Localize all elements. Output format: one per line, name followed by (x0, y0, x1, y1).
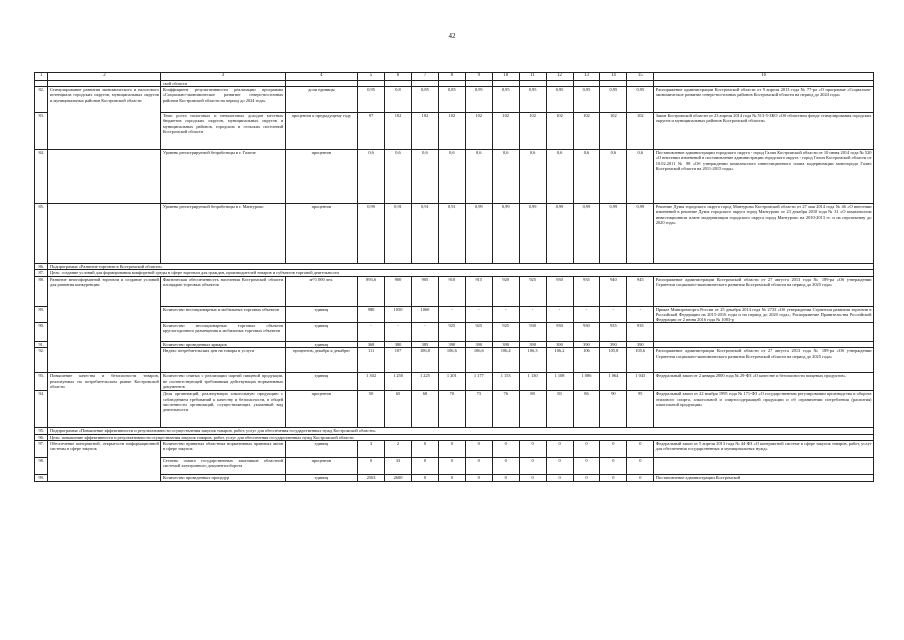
row-number: 85. (35, 204, 48, 264)
value-cell: 915 (465, 276, 492, 306)
row-number: 92. (35, 348, 48, 373)
indicator-cell: Фактическая обеспеченность населения Костромской области площадью торговых объектов (161, 276, 285, 306)
row-number: 93. (35, 373, 48, 391)
value-cell: 0 (600, 457, 627, 474)
value-cell: 0,8 (385, 87, 412, 113)
value-cell: 925 (438, 323, 465, 342)
row-number: 95. (35, 428, 48, 434)
unit-cell: единиц (285, 440, 358, 457)
unit-cell: м²/1 000 чел. (285, 276, 358, 306)
value-cell: 106,4 (492, 348, 519, 373)
value-cell: 930 (519, 323, 546, 342)
indicator-cell: Коэффициент результативности реализации программы «Социально-экономическое развитие северо-восточных районов Костромской области на период до 2024 года» (161, 87, 285, 113)
value-cell: 70 (438, 391, 465, 428)
value-cell: 90 (600, 391, 627, 428)
value-cell: 73 (465, 391, 492, 428)
value-cell: 0,6 (438, 150, 465, 204)
value-cell: 893,6 (358, 276, 385, 306)
value-cell: 390 (573, 342, 600, 348)
task-cell: Повышение качества и безопасности товаров, реализуемых на потребительском рынке Костромской области (48, 373, 161, 428)
row-number: 94. (35, 391, 48, 428)
value-cell: 102 (546, 113, 573, 150)
indicator-cell: Количество нестационарных торговых объектов круглогодичного размещения и мобильных торговых объектов (161, 323, 285, 342)
value-cell: 0,99 (546, 204, 573, 264)
carry-text: ской области (161, 81, 285, 87)
col-header: 13 (573, 73, 600, 81)
row-number: 84. (35, 150, 48, 204)
value-cell: 0 (411, 474, 438, 481)
row-number: 98. (35, 457, 48, 474)
value-cell: 1 225 (411, 373, 438, 391)
col-header: 16 (654, 73, 874, 81)
value-cell: 0,91 (438, 204, 465, 264)
value-cell: 1 130 (519, 373, 546, 391)
header-row (35, 73, 874, 81)
value-cell: 0,6 (519, 150, 546, 204)
value-cell: 385 (411, 342, 438, 348)
value-cell: 106,8 (411, 348, 438, 373)
value-cell: 0,99 (519, 204, 546, 264)
value-cell: 1050 (385, 306, 412, 323)
value-cell: 0,91 (411, 204, 438, 264)
value-cell: 102 (465, 113, 492, 150)
table-row (35, 348, 874, 373)
basis-cell: Распоряжение администрации Костромской области от 27 августа 2013 года № 189-ра «Об утверждении Стратегии социально-экономического развития Костромской области на период до 2025 года» (654, 276, 874, 306)
basis-cell: Распоряжение администрации Костромской области от 27 августа 2013 года № 189-ра «Об утверждении Стратегии социально-экономического развития Костромской области на период до 2025 года» (654, 348, 874, 373)
value-cell: 0,95 (627, 87, 654, 113)
unit-cell: единиц (285, 373, 358, 391)
value-cell: 390 (627, 342, 654, 348)
col-header: 4 (285, 73, 358, 81)
value-cell: 106,3 (519, 348, 546, 373)
col-header: 6 (385, 73, 412, 81)
unit-cell: единиц (285, 474, 358, 481)
value-cell: 106 (573, 348, 600, 373)
value-cell: 368 (358, 342, 385, 348)
value-cell: 930 (573, 323, 600, 342)
value-cell: 0,95 (546, 87, 573, 113)
section-title: Цель: создание условий для формирования комфортной среды в сфере торговли для граждан, производителей товаров и субъектов торговой деятельности (48, 270, 874, 276)
basis-cell: Закон Костромской области от 23 апреля 2014 года № 513-5-ЗКО «Об областном фонде стимулирования городских округов и муниципальных районов Костромской области» (654, 113, 874, 150)
col-header: 1 (35, 73, 48, 81)
value-cell: 910 (438, 276, 465, 306)
value-cell: 105,6 (627, 348, 654, 373)
value-cell: 0,99 (627, 204, 654, 264)
value-cell: 102 (492, 113, 519, 150)
value-cell: 390 (546, 342, 573, 348)
value-cell: 0 (411, 457, 438, 474)
value-cell: 0 (546, 440, 573, 457)
value-cell: 0 (546, 457, 573, 474)
value-cell: 0,95 (519, 87, 546, 113)
col-header: 14 (600, 73, 627, 81)
page-number: 42 (448, 32, 456, 40)
value-cell: 95 (627, 391, 654, 428)
value-cell: 0,6 (573, 150, 600, 204)
value-cell: 0,95 (358, 87, 385, 113)
value-cell: - (385, 323, 412, 342)
indicator-cell: Уровень регистрируемой безработицы в г. Галиче (161, 150, 285, 204)
value-cell: 0,6 (627, 150, 654, 204)
value-cell: 1 250 (385, 373, 412, 391)
value-cell: 925 (519, 276, 546, 306)
value-cell: 106,6 (438, 348, 465, 373)
value-cell: 390 (465, 342, 492, 348)
value-cell: 0 (465, 457, 492, 474)
unit-cell: доли единицы (285, 87, 358, 113)
value-cell: 0 (627, 440, 654, 457)
value-cell: 0,91 (385, 204, 412, 264)
task-cell: Обеспечение контрактной, открытости информационной системы в сфере закупок (48, 440, 161, 481)
value-cell: - (465, 306, 492, 323)
value-cell: 102 (573, 113, 600, 150)
value-cell: - (438, 306, 465, 323)
value-cell: 0 (411, 440, 438, 457)
value-cell: 0,6 (546, 150, 573, 204)
value-cell: 1060 (411, 306, 438, 323)
value-cell: - (627, 306, 654, 323)
value-cell: 1 201 (438, 373, 465, 391)
indicator-cell: Количество принятых областных нормативных правовых актов в сфере закупок (161, 440, 285, 457)
indicator-cell: Темп роста налоговых и неналоговых доходов местных бюджетов городских округов, муниципальных округов и муниципальных районов, городских и сельских поселений Костромской области (161, 113, 285, 150)
value-cell: 102 (519, 113, 546, 150)
value-cell: 105,8 (600, 348, 627, 373)
indicator-cell: Количество нестационарных и мобильных торговых объектов (161, 306, 285, 323)
value-cell: 2563 (358, 474, 385, 481)
value-cell: 925 (465, 323, 492, 342)
value-cell: 102 (627, 113, 654, 150)
value-cell: 930 (546, 323, 573, 342)
task-cell: Развитие многоформатной торговли и создание условий для развития конкуренции (48, 276, 161, 373)
value-cell: 2 (385, 440, 412, 457)
row-number: 96. (35, 434, 48, 440)
table-row (35, 373, 874, 391)
unit-cell: единиц (285, 342, 358, 348)
value-cell: 0 (438, 457, 465, 474)
value-cell: 0,99 (600, 204, 627, 264)
row-number: 86. (35, 264, 48, 270)
value-cell: 925 (492, 323, 519, 342)
value-cell: 111 (358, 348, 385, 373)
value-cell: 0 (492, 457, 519, 474)
value-cell: 83 (546, 391, 573, 428)
value-cell: 65 (385, 391, 412, 428)
value-cell: 0 (492, 474, 519, 481)
value-cell: 0 (519, 457, 546, 474)
value-cell: 1 108 (546, 373, 573, 391)
row-number: 83. (35, 113, 48, 150)
basis-cell: Распоряжение администрации Костромской области от 9 апреля 2013 года № 77-ра «О программе «Социально-экономическое развитие северо-восточных районов Костромской области на период до 2024 года» (654, 87, 874, 113)
value-cell: 0 (546, 474, 573, 481)
value-cell: 0 (573, 457, 600, 474)
indicator-cell: Степень охвата государственных заказчиков областной системой электронного документооборота (161, 457, 285, 474)
value-cell: 2600 (385, 474, 412, 481)
unit-cell: процентов, декабрь к декабрю (285, 348, 358, 373)
value-cell: 107 (385, 348, 412, 373)
value-cell: 940 (600, 276, 627, 306)
value-cell: 0,95 (573, 87, 600, 113)
value-cell: 0 (627, 457, 654, 474)
basis-cell (654, 457, 874, 474)
value-cell: 97 (358, 113, 385, 150)
value-cell: 80 (519, 391, 546, 428)
col-header: 5 (358, 73, 385, 81)
value-cell: 0 (438, 440, 465, 457)
value-cell: 102 (600, 113, 627, 150)
basis-cell: Постановление администрации Костромской (654, 474, 874, 481)
row-number: 91. (35, 342, 48, 348)
unit-cell: единиц (285, 306, 358, 323)
value-cell: 102 (411, 113, 438, 150)
value-cell: - (411, 323, 438, 342)
value-cell: 0,99 (465, 204, 492, 264)
value-cell: - (573, 306, 600, 323)
basis-cell: Решение Думы городского округа город Мантурово Костромской области от 27 мая 2014 года № 46 «О внесении изменений в решение Думы городского округа город Мантурово от 23 декабря 2010 года № 31 «О комплексном инвестиционном плане модернизации городского округа город Мантурово на 2010-2013 гг. и на перспективу до 2020 года» (654, 204, 874, 264)
unit-cell: единиц (285, 323, 358, 342)
table-row (35, 87, 874, 113)
value-cell: 1 064 (600, 373, 627, 391)
col-header: 12 (546, 73, 573, 81)
value-cell: 0,6 (600, 150, 627, 204)
table-row (35, 457, 874, 474)
basis-cell: Постановление администрации городского округа - город Галич Костромской области от 10 июня 2014 года № 520 «О внесении изменений в постановление администрации городского округа - город Галич Костромской области от 10.02.2011 № 98 «Об утверждении комплексного инвестиционного плана модернизации моногорода Галич Костромской области на 2011-2015 годы» (654, 150, 874, 204)
value-cell: 1 043 (627, 373, 654, 391)
indicator-cell: Индекс потребительских цен на товары и услуги (161, 348, 285, 373)
row-number: 88. (35, 276, 48, 306)
value-cell: 0,6 (465, 150, 492, 204)
value-cell: 106,6 (465, 348, 492, 373)
table-row (35, 276, 874, 306)
value-cell: 0,95 (492, 87, 519, 113)
col-header: 8 (438, 73, 465, 81)
value-cell: 980 (358, 306, 385, 323)
value-cell: 0 (438, 474, 465, 481)
col-header: 15 (627, 73, 654, 81)
value-cell: 0,85 (438, 87, 465, 113)
value-cell: 390 (519, 342, 546, 348)
indicator-cell: Доля организаций, реализующих алкогольную продукцию с соблюдением требований к качеству и безопасности, в общей численности организаций, осуществляющих указанный вид деятельности (161, 391, 285, 428)
indicator-cell: Количество проведенных процедур (161, 474, 285, 481)
value-cell: 905 (411, 276, 438, 306)
section-title: Подпрограмма «Повышение эффективности и результативности осуществления закупок товаров, работ, услуг для обеспечения государственных нужд Костромской области» (48, 428, 874, 434)
section-title: Подпрограмма «Развитие торговли в Костромской области» (48, 264, 874, 270)
row-number: 97. (35, 440, 48, 457)
value-cell: 0,99 (573, 204, 600, 264)
value-cell: 76 (492, 391, 519, 428)
value-cell: 106,2 (546, 348, 573, 373)
value-cell: - (492, 306, 519, 323)
task-cell (48, 150, 161, 204)
value-cell: 50 (358, 391, 385, 428)
basis-cell: Приказ Минпромторга России от 25 декабря 2014 года № 2733 «Об утверждении Стратегии развития торговли в Российской Федерации на 2015-2016 годы и на период до 2020 года»; Распоряжение Правительства Российской Федерации от 2 июня 2016 года № 1083-р (655, 306, 872, 323)
value-cell: 390 (492, 342, 519, 348)
task-cell (48, 204, 161, 264)
value-cell: 930 (546, 276, 573, 306)
row-number: 82. (35, 87, 48, 113)
value-cell: 0 (492, 440, 519, 457)
value-cell: - (358, 323, 385, 342)
basis-cell (654, 323, 874, 342)
value-cell: 935 (600, 323, 627, 342)
value-cell: 102 (438, 113, 465, 150)
value-cell: - (600, 306, 627, 323)
value-cell: 0 (358, 457, 385, 474)
table-row (35, 150, 874, 204)
value-cell: 102 (385, 113, 412, 150)
value-cell: 0,99 (492, 204, 519, 264)
unit-cell: процентов (285, 391, 358, 428)
row-number: 99. (35, 474, 48, 481)
table-row (35, 440, 874, 457)
task-cell: Стимулирование развития экономического и налогового потенциала городских округов, муниципальных округов и муниципальных районов Костромской области (48, 87, 161, 150)
value-cell: 0 (519, 474, 546, 481)
value-cell: 0,85 (411, 87, 438, 113)
value-cell: 390 (438, 342, 465, 348)
value-cell: 380 (385, 342, 412, 348)
value-cell: 0 (573, 440, 600, 457)
value-cell: 0 (573, 474, 600, 481)
section-title: Цель: повышение эффективности и результативности осуществления закупок товаров, работ, услуг для обеспечения государственных нужд Костромской области (48, 434, 874, 440)
value-cell: 945 (627, 276, 654, 306)
value-cell: - (519, 306, 546, 323)
value-cell: 68 (411, 391, 438, 428)
value-cell: 390 (600, 342, 627, 348)
col-header: 9 (465, 73, 492, 81)
value-cell: 935 (573, 276, 600, 306)
basis-cell: Федеральный закон от 2 января 2000 года № 29-ФЗ «О качестве и безопасности пищевых продуктов» (654, 373, 874, 391)
value-cell: 0 (465, 440, 492, 457)
unit-cell: процентов (285, 457, 358, 474)
indicator-cell: Уровень регистрируемой безработицы в г. Мантурово (161, 204, 285, 264)
value-cell: 0,95 (600, 87, 627, 113)
col-header: 10 (492, 73, 519, 81)
unit-cell: процентов (285, 204, 358, 264)
value-cell: 1 153 (492, 373, 519, 391)
value-cell: 1 177 (465, 373, 492, 391)
unit-cell: процентов к предыдущему году (285, 113, 358, 150)
value-cell: 0,6 (492, 150, 519, 204)
value-cell: 86 (573, 391, 600, 428)
table-row (35, 113, 874, 150)
table-row (35, 391, 874, 428)
table-row (35, 323, 874, 342)
value-cell: 3 (358, 440, 385, 457)
value-cell: 920 (492, 276, 519, 306)
value-cell: - (546, 306, 573, 323)
value-cell: 1 086 (573, 373, 600, 391)
value-cell: 935 (627, 323, 654, 342)
value-cell: 33 (385, 457, 412, 474)
indicator-cell: Количество проведенных ярмарок (161, 342, 285, 348)
basis-cell: Федеральный закон от 22 ноября 1995 года № 171-ФЗ «О государственном регулировании производства и оборота этилового спирта, алкогольной и спиртосодержащей продукции и об ограничении потребления (распития) алкогольной продукции» (654, 391, 874, 428)
value-cell: 0 (600, 440, 627, 457)
col-header: 3 (161, 73, 285, 81)
value-cell: 0 (519, 440, 546, 457)
col-header: 11 (519, 73, 546, 81)
table-row (35, 204, 874, 264)
row-number: 87. (35, 270, 48, 276)
value-cell: 0,95 (465, 87, 492, 113)
value-cell: 0,6 (411, 150, 438, 204)
value-cell: 0 (465, 474, 492, 481)
table-row (35, 474, 874, 481)
value-cell: 0,6 (358, 150, 385, 204)
indicator-cell: Количество снятых с реализации партий пищевой продукции, не соответствующей требованиям действующих нормативных документов (161, 373, 285, 391)
value-cell: 900 (385, 276, 412, 306)
value-cell: 0 (600, 474, 627, 481)
row-number: 89. (35, 306, 48, 323)
value-cell: 0,99 (358, 204, 385, 264)
value-cell: 1 302 (358, 373, 385, 391)
col-header: 2 (48, 73, 161, 81)
value-cell: 0,6 (385, 150, 412, 204)
unit-cell: процентов (285, 150, 358, 204)
table-row (35, 306, 874, 323)
row-number: 90. (35, 323, 48, 342)
basis-cell: Федеральный закон от 5 апреля 2013 года № 44-ФЗ «О контрактной системе в сфере закупок товаров, работ, услуг для обеспечения государственных и муниципальных нужд» (654, 440, 874, 457)
value-cell: 0 (627, 474, 654, 481)
indicator-table (34, 72, 874, 482)
col-header: 7 (411, 73, 438, 81)
